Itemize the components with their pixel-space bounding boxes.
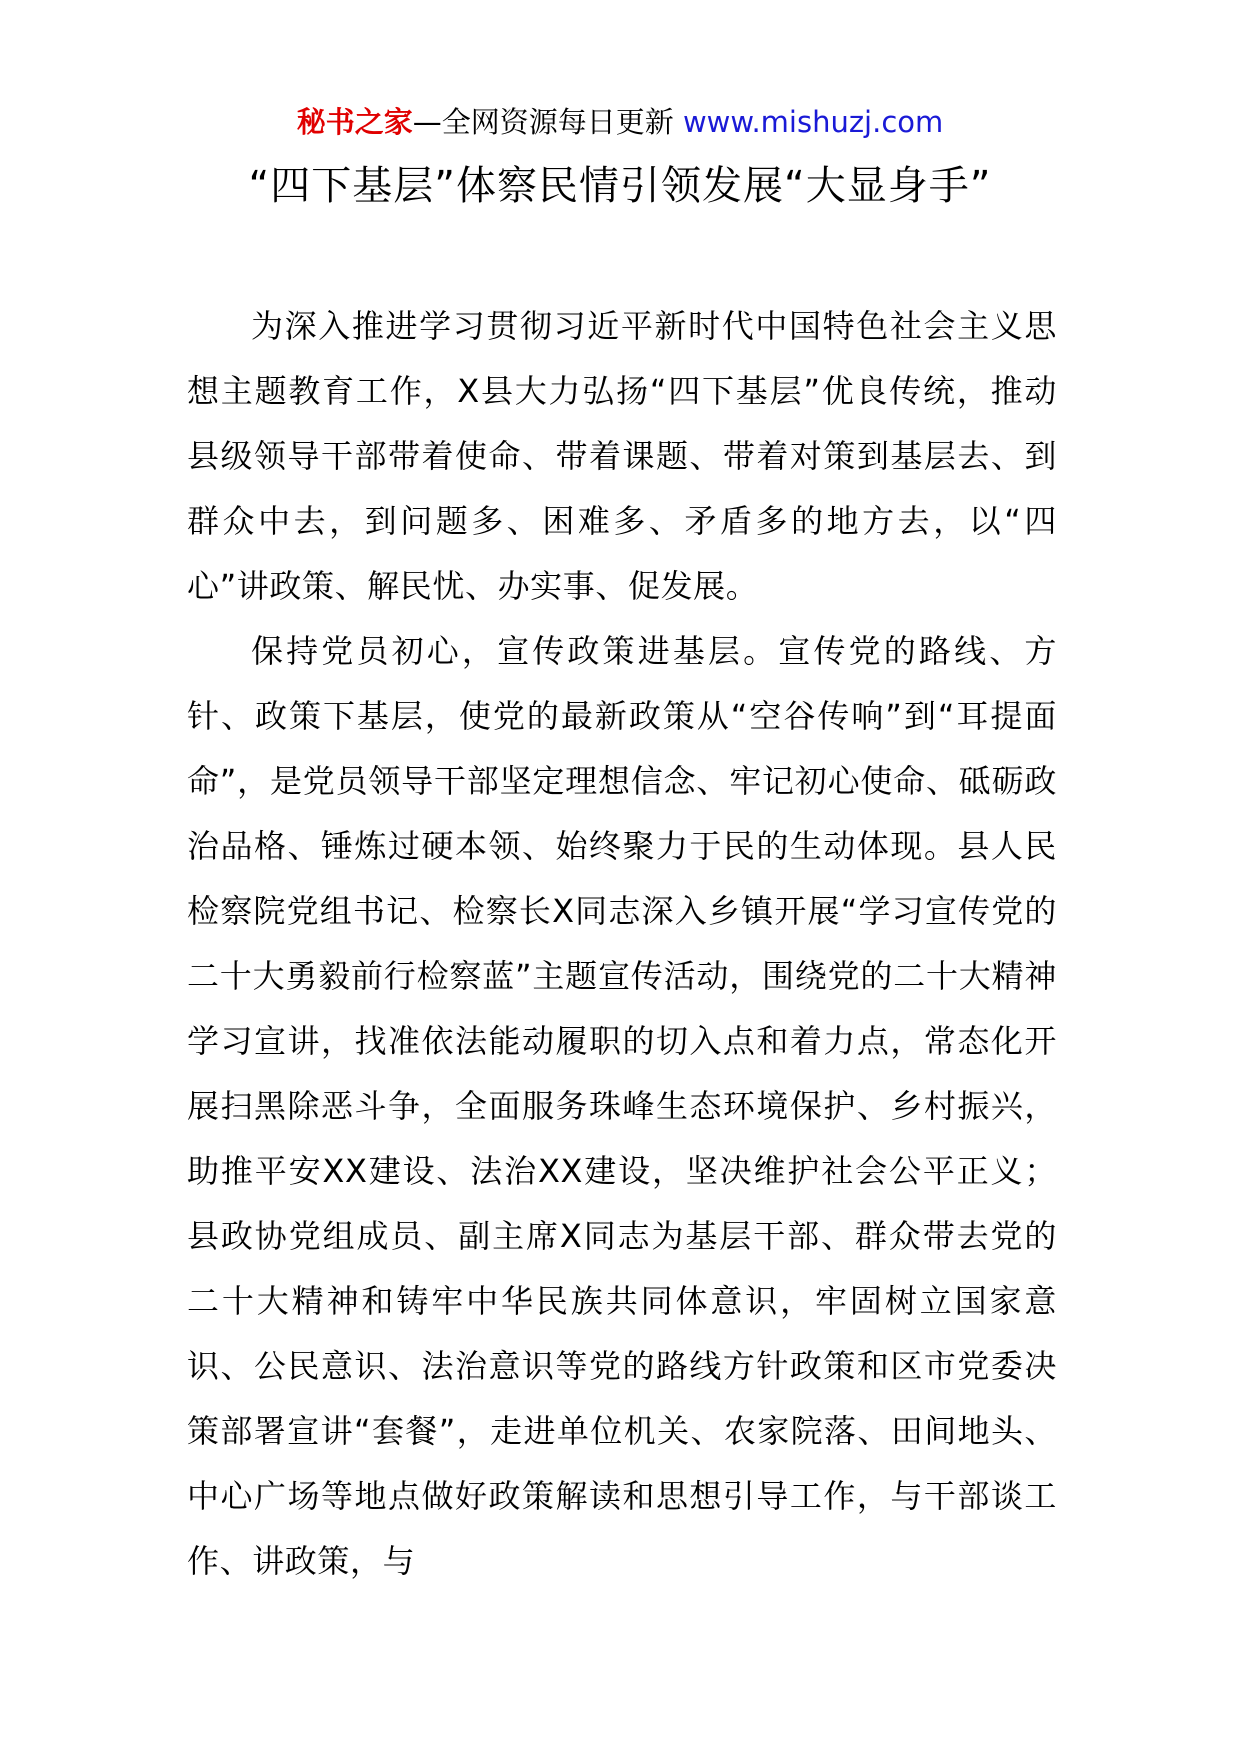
brand-name: 秘书之家 bbox=[296, 105, 413, 139]
paragraph: 为深入推进学习贯彻习近平新时代中国特色社会主义思想主题教育工作，X县大力弘扬“四下基层”优良传统，推动县级领导干部带着使命、带着课题、带着对策到基层去、到群众中去，到问题多、困难多、矛盾多的地方去，以“四心”讲政策、解民忧、办实事、促发展。 bbox=[187, 307, 1057, 605]
document-title: “四下基层”体察民情引领发展“大显身手” bbox=[248, 163, 992, 209]
site-url-link[interactable]: www.mishuzj.com bbox=[682, 105, 944, 139]
header-tagline: —全网资源每日更新 bbox=[412, 105, 674, 139]
document-body bbox=[187, 294, 1057, 1594]
paragraph: 保持党员初心，宣传政策进基层。宣传党的路线、方针、政策下基层，使党的最新政策从“空谷传响”到“耳提面命”，是党员领导干部坚定理想信念、牢记初心使命、砥砺政治品格、锤炼过硬本领、始终聚力于民的生动体现。县人民检察院党组书记、检察长X同志深入乡镇开展“学习宣传党的二十大勇毅前行检察蓝”主题宣传活动，围绕党的二十大精神学习宣讲，找准依法能动履职的切入点和着力点，常态化开展扫黑除恶斗争，全面服务珠峰生态环境保护、乡村振兴，助推平安XX建设、法治XX建设，坚决维护社会公平正义；县政协党组成员、副主席X同志为基层干部、群众带去党的二十大精神和铸牢中华民族共同体意识，牢固树立国家意识、公民意识、法治意识等党的路线方针政策和区市党委决策部署宣讲“套餐”，走进单位机关、农家院落、田间地头、中心广场等地点做好政策解读和思想引导工作，与干部谈工作、讲政策，与 bbox=[187, 632, 1057, 1580]
site-header bbox=[0, 102, 1240, 142]
